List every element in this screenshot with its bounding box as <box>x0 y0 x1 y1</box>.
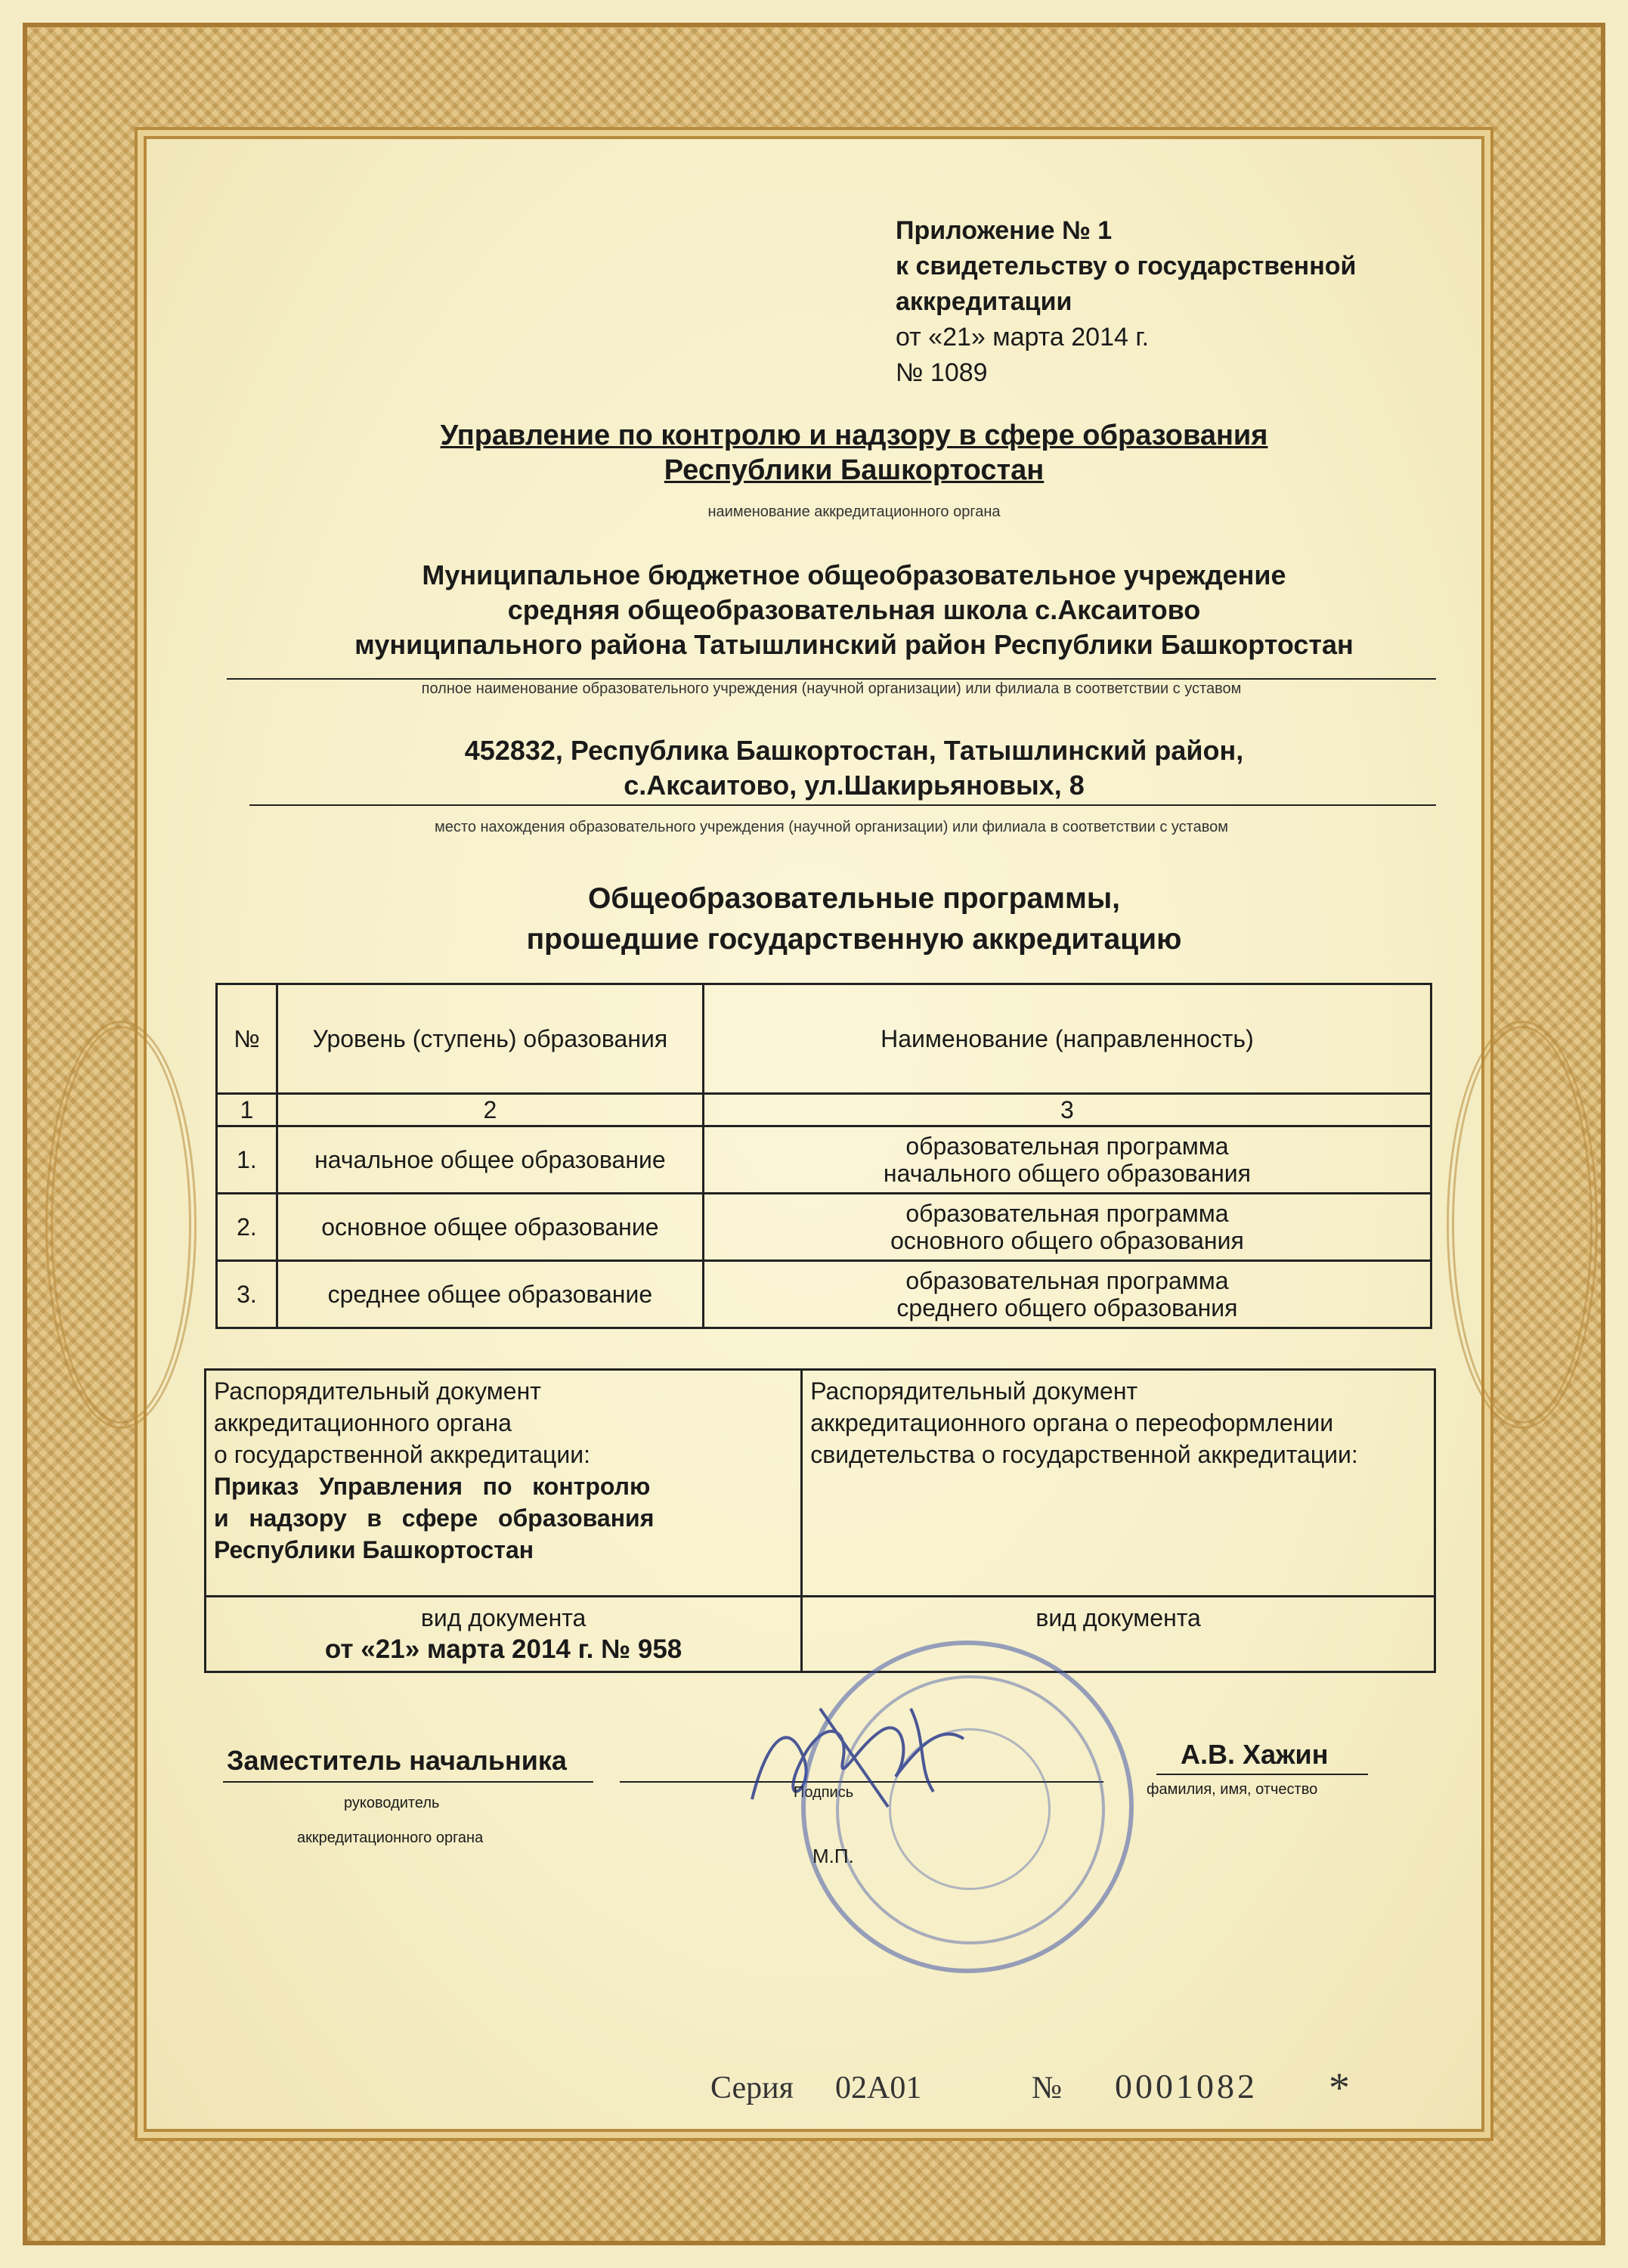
row-level: среднее общее образование <box>277 1261 703 1328</box>
institution-name <box>249 558 1459 662</box>
row-number: 1. <box>217 1126 277 1194</box>
order-doc-type-cell <box>206 1597 802 1672</box>
programs-table-header <box>217 984 1431 1094</box>
row-program-line-1: образовательная программа <box>905 1200 1229 1227</box>
index-2: 2 <box>277 1094 703 1126</box>
official-seal <box>801 1641 1134 1973</box>
order-bold-2: и надзору в сфере образования <box>214 1504 655 1532</box>
name-underline <box>1156 1774 1368 1775</box>
series-label: Серия <box>710 2071 794 2105</box>
appendix-date: от «21» марта 2014 г. <box>896 323 1150 352</box>
left-ornament <box>45 1021 197 1429</box>
accreditation-order-cell <box>206 1370 802 1597</box>
row-program <box>703 1126 1431 1194</box>
row-program <box>703 1194 1431 1261</box>
appendix-number: № 1089 <box>896 358 988 387</box>
institution-line-3: муниципального района Татышлинский район Республики Башкортостан <box>354 629 1354 660</box>
address-line-1: 452832, Республика Башкортостан, Татышлинский район, <box>464 735 1244 766</box>
order-line-1: Распорядительный документ <box>214 1377 541 1405</box>
position-underline <box>223 1781 593 1783</box>
row-level: основное общее образование <box>277 1194 703 1261</box>
accreditation-body-caption: наименование аккредитационного органа <box>707 503 1001 520</box>
header-name: Наименование (направленность) <box>703 984 1431 1094</box>
number-label: № <box>1032 2071 1063 2105</box>
stamp-place-label: М.П. <box>812 1845 854 1867</box>
index-1: 1 <box>217 1094 277 1126</box>
signer-position: Заместитель начальника <box>227 1745 567 1776</box>
position-caption-1: руководитель <box>344 1795 440 1811</box>
address <box>249 733 1459 803</box>
order-bold-3: Республики Башкортостан <box>214 1536 534 1563</box>
institution-line-1: Муниципальное бюджетное общеобразовательное учреждение <box>422 559 1286 590</box>
accreditation-body <box>325 418 1383 488</box>
order-line-2: аккредитационного органа <box>214 1409 512 1436</box>
address-underline <box>249 804 1436 806</box>
table-row <box>217 1194 1431 1261</box>
order-bold-1: Приказ Управления по контролю <box>214 1473 651 1500</box>
serial-number: 0001082 <box>1115 2067 1258 2105</box>
header-level: Уровень (ступень) образования <box>277 984 703 1094</box>
reissue-order-cell <box>802 1370 1435 1597</box>
row-program-line-2: среднего общего образования <box>896 1294 1238 1321</box>
row-number: 2. <box>217 1194 277 1261</box>
signer-name: А.В. Хажин <box>1181 1739 1329 1770</box>
signature-caption: Подпись <box>794 1784 854 1801</box>
appendix-title: Приложение № 1 <box>896 216 1113 245</box>
appendix-block <box>896 213 1356 391</box>
section-title <box>325 878 1383 960</box>
appendix-line-3: аккредитации <box>896 287 1072 316</box>
row-number: 3. <box>217 1261 277 1328</box>
accreditation-body-line-1: Управление по контролю и надзору в сфере образования <box>440 420 1268 451</box>
reissue-line-3: свидетельства о государственной аккредитации: <box>810 1441 1358 1468</box>
row-program-line-1: образовательная программа <box>905 1267 1229 1294</box>
address-line-2: с.Аксаитово, ул.Шакирьяновых, 8 <box>624 770 1085 801</box>
order-line-3: о государственной аккредитации: <box>214 1441 590 1468</box>
index-3: 3 <box>703 1094 1431 1126</box>
reissue-line-1: Распорядительный документ <box>810 1377 1138 1405</box>
row-program-line-1: образовательная программа <box>905 1132 1229 1160</box>
institution-caption: полное наименование образовательного учреждения (научной организации) или филиала в соответствии с уставом <box>421 680 1242 697</box>
institution-line-2: средняя общеобразовательная школа с.Аксаитово <box>507 594 1201 625</box>
programs-table <box>215 983 1432 1329</box>
documents-table <box>204 1368 1436 1673</box>
appendix-line-2: к свидетельству о государственной <box>896 252 1357 280</box>
asterisk-mark: * <box>1329 2065 1350 2112</box>
order-doc-type: вид документа <box>420 1604 587 1631</box>
series-value: 02А01 <box>835 2071 922 2105</box>
name-caption: фамилия, имя, отчество <box>1147 1781 1318 1798</box>
section-title-line-2: прошедшие государственную аккредитацию <box>526 923 1182 956</box>
right-ornament <box>1447 1021 1598 1429</box>
section-title-line-1: Общеобразовательные программы, <box>587 882 1121 915</box>
institution-underline <box>227 678 1436 680</box>
table-row <box>217 1126 1431 1194</box>
accreditation-body-line-2: Республики Башкортостан <box>664 454 1045 486</box>
row-program <box>703 1261 1431 1328</box>
row-program-line-2: основного общего образования <box>890 1227 1244 1254</box>
programs-table-index-row <box>217 1094 1431 1126</box>
reissue-line-2: аккредитационного органа о переоформлении <box>810 1409 1334 1436</box>
address-caption: место нахождения образовательного учреждения (научной организации) или филиала в соответствии с уставом <box>435 819 1228 835</box>
reissue-doc-type: вид документа <box>1035 1604 1201 1631</box>
position-caption-2: аккредитационного органа <box>297 1830 484 1846</box>
table-row <box>217 1261 1431 1328</box>
row-program-line-2: начального общего образования <box>883 1160 1251 1187</box>
header-number: № <box>217 984 277 1094</box>
row-level: начальное общее образование <box>277 1126 703 1194</box>
order-doc-date: от «21» марта 2014 г. № 958 <box>324 1634 682 1664</box>
